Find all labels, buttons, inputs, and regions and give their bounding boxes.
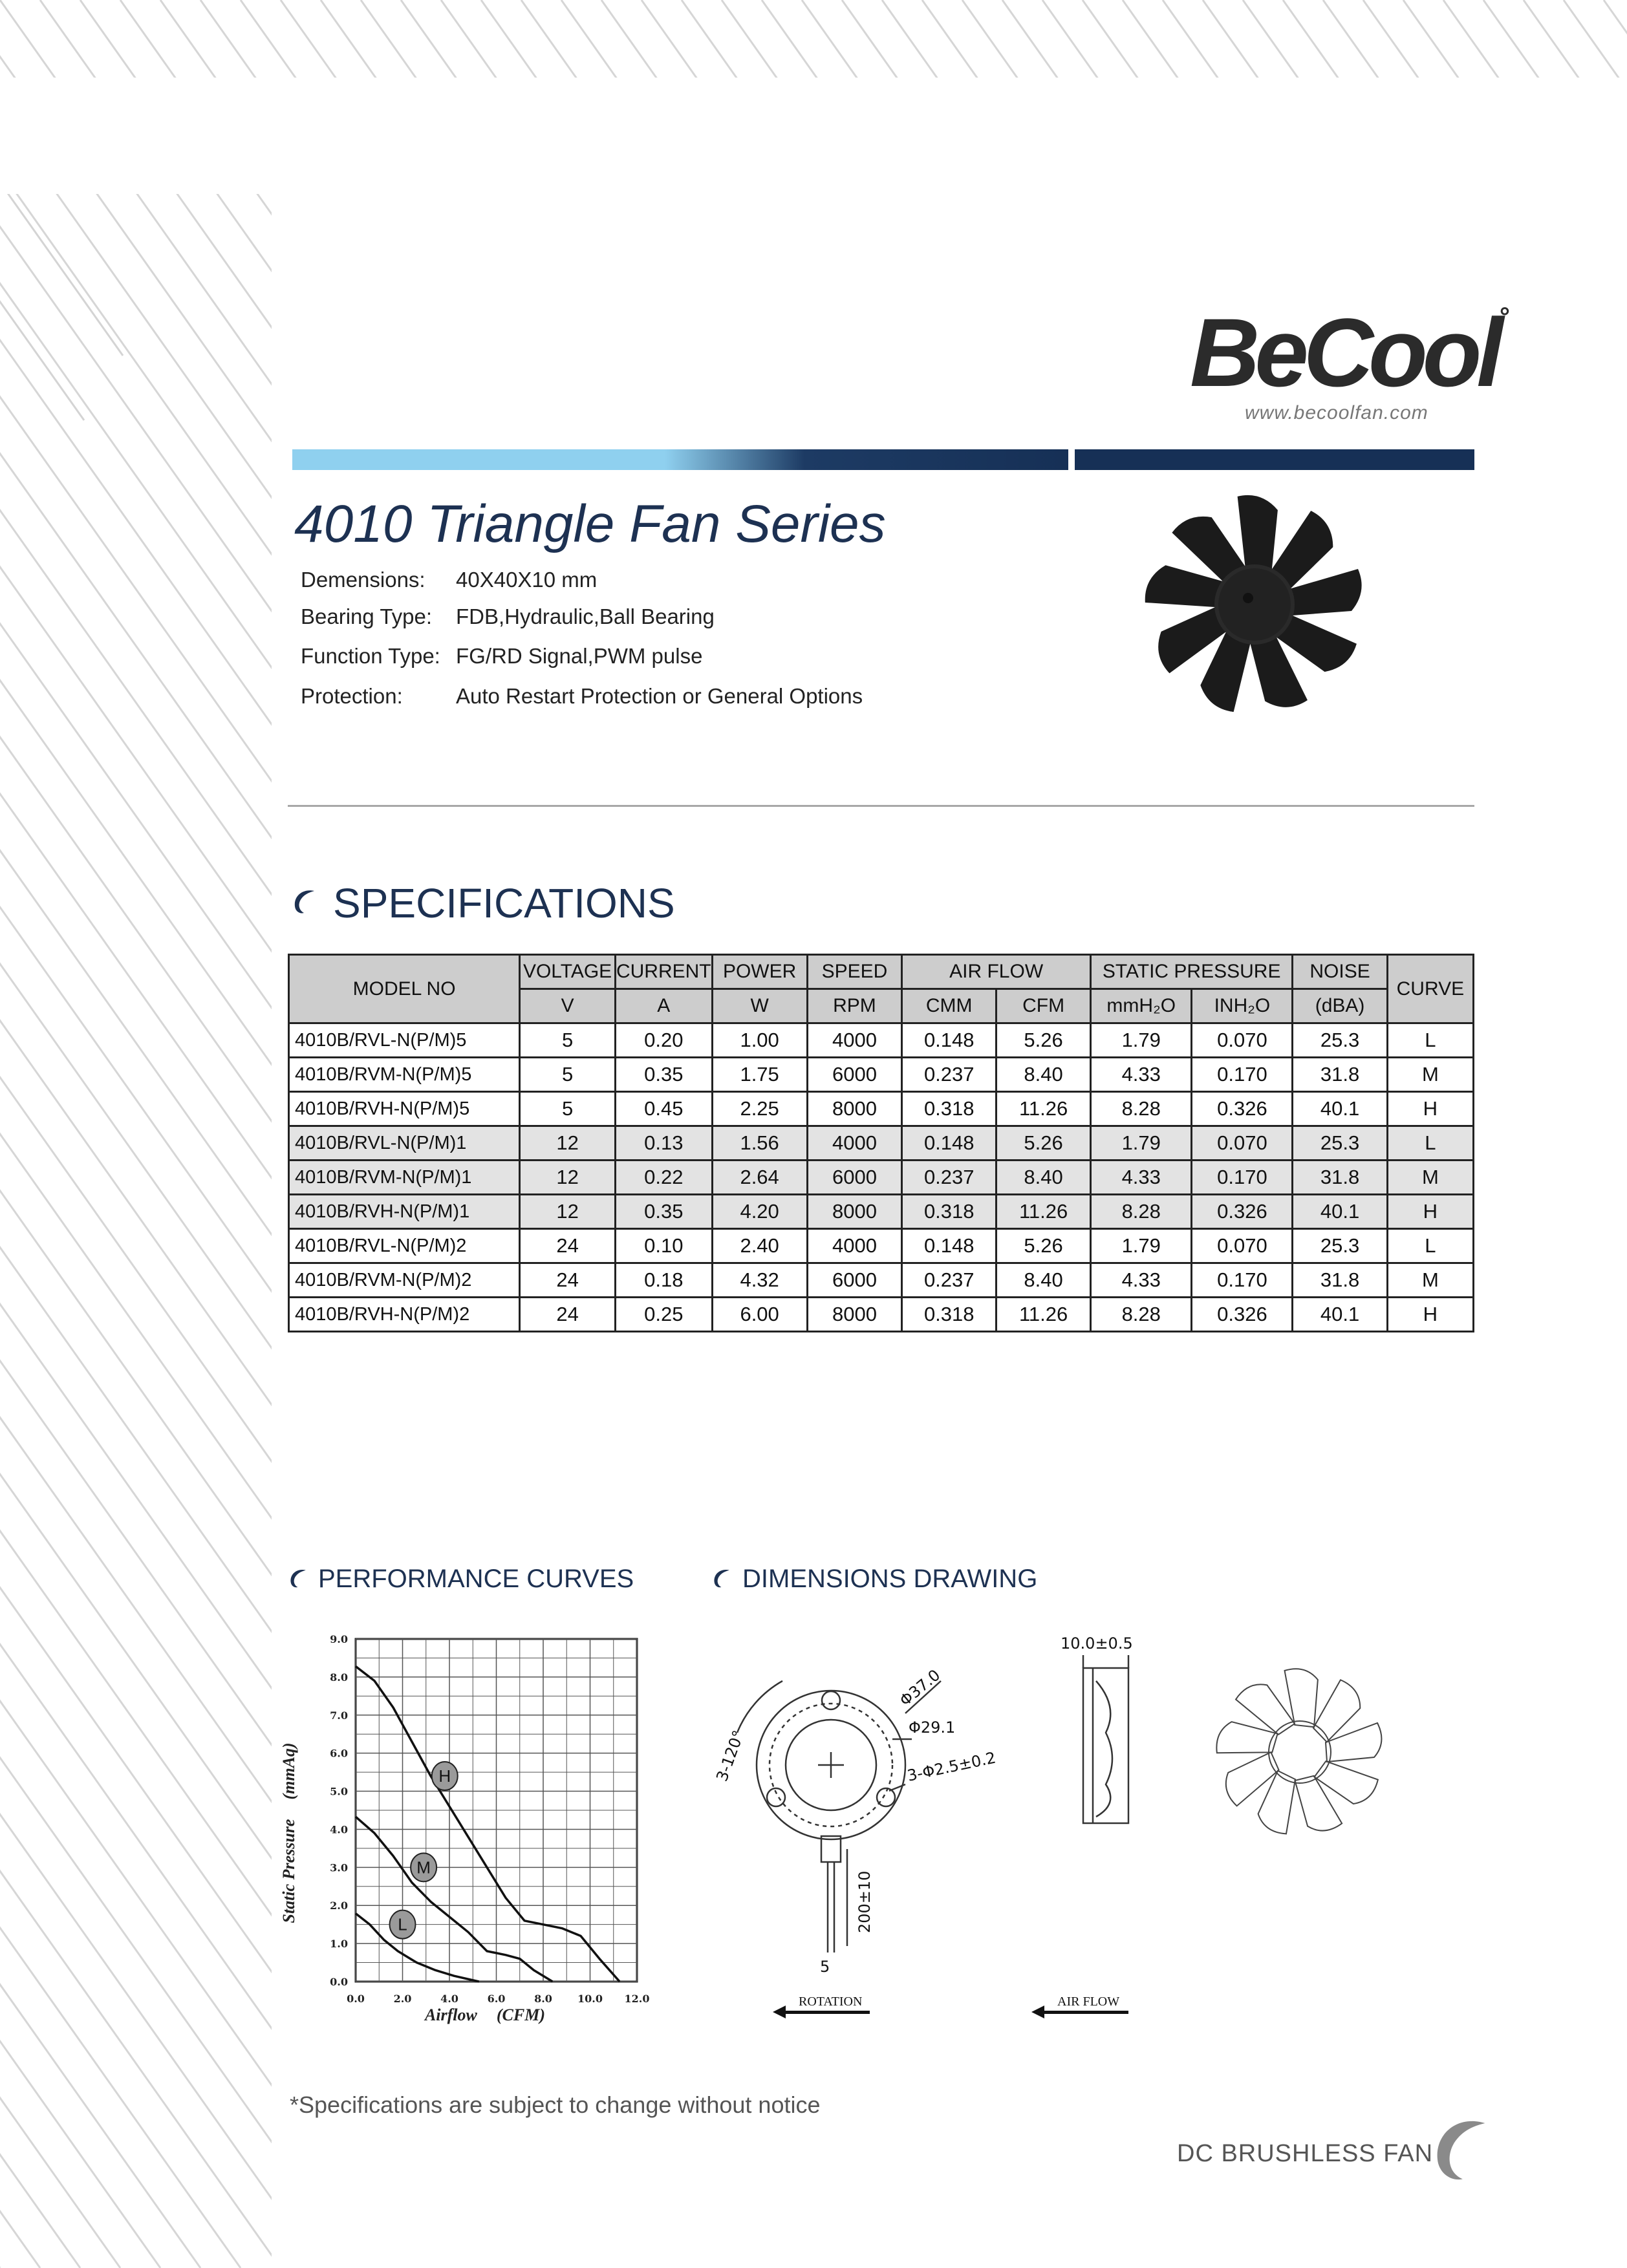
unit-mmh2o: mmH₂O: [1091, 989, 1192, 1023]
x-tick-label: 0.0: [347, 1993, 365, 2005]
table-cell: 4000: [807, 1126, 902, 1161]
x-tick-label: 2.0: [393, 1993, 412, 2005]
performance-chart: [278, 1613, 679, 2033]
x-tick-label: 6.0: [487, 1993, 506, 2005]
table-cell: H: [1387, 1195, 1473, 1229]
table-cell: 4.33: [1091, 1161, 1192, 1195]
dimension-side-view: [1022, 1629, 1190, 2037]
table-cell: 0.148: [902, 1229, 997, 1263]
specifications-notice: *Specifications are subject to change without notice: [290, 2091, 821, 2118]
dimensions-drawing-heading: DIMENSIONS DRAWING: [742, 1565, 1038, 1593]
table-cell: 5: [520, 1058, 616, 1092]
table-cell: 6000: [807, 1161, 902, 1195]
unit-inh2o: INH₂O: [1192, 989, 1293, 1023]
table-cell: 0.326: [1192, 1195, 1293, 1229]
table-cell: 2.40: [712, 1229, 807, 1263]
table-cell: 12: [520, 1161, 616, 1195]
impeller-blade-outline: [1220, 1752, 1286, 1808]
table-row: [289, 1161, 1474, 1195]
x-tick-label: 4.0: [440, 1993, 458, 2005]
brand-swirl-icon: [711, 1567, 733, 1589]
table-cell: 0.35: [615, 1195, 712, 1229]
table-cell: 4.20: [712, 1195, 807, 1229]
impeller-blade-outline: [1213, 1715, 1279, 1771]
table-cell: 24: [520, 1229, 616, 1263]
unit-speed: RPM: [807, 989, 902, 1023]
y-axis-label: [279, 1742, 298, 1923]
y-tick-label: 7.0: [330, 1709, 348, 1722]
x-tick-label: 12.0: [624, 1993, 650, 2005]
x-tick-label: 8.0: [534, 1993, 552, 2005]
table-cell: 8.40: [997, 1161, 1091, 1195]
table-row: [289, 1195, 1474, 1229]
table-cell: 24: [520, 1263, 616, 1298]
brand-logo: BeCool°: [1190, 298, 1503, 407]
table-cell: M: [1387, 1058, 1473, 1092]
table-cell: 0.170: [1192, 1263, 1293, 1298]
model-cell: 4010B/RVM-N(P/M)1: [289, 1161, 520, 1195]
series-label-h: H: [438, 1766, 451, 1786]
table-header-row: [289, 955, 1474, 989]
col-header-current: CURRENT: [615, 955, 712, 989]
table-cell: 0.13: [615, 1126, 712, 1161]
table-row: [289, 1023, 1474, 1058]
y-tick-label: 6.0: [330, 1747, 348, 1760]
performance-curves-heading: PERFORMANCE CURVES: [318, 1565, 634, 1593]
table-cell: 0.35: [615, 1058, 712, 1092]
table-cell: 11.26: [997, 1195, 1091, 1229]
table-row: [289, 1058, 1474, 1092]
table-cell: 25.3: [1293, 1126, 1387, 1161]
spec-label: Function Type:: [301, 644, 440, 668]
col-header-noise: NOISE: [1293, 955, 1387, 989]
table-cell: H: [1387, 1298, 1473, 1332]
table-cell: 1.79: [1091, 1126, 1192, 1161]
table-cell: L: [1387, 1023, 1473, 1058]
table-cell: L: [1387, 1126, 1473, 1161]
background-line: [0, 0, 200, 2268]
table-cell: 0.070: [1192, 1229, 1293, 1263]
table-cell: 0.237: [902, 1161, 997, 1195]
background-line: [0, 0, 120, 2268]
table-cell: 8000: [807, 1298, 902, 1332]
table-cell: 24: [520, 1298, 616, 1332]
dimension-front-view: [711, 1636, 1022, 2037]
spec-value: FDB,Hydraulic,Ball Bearing: [456, 604, 715, 628]
table-cell: 4.32: [712, 1263, 807, 1298]
dim-outer-diameter: Φ37.0: [896, 1665, 944, 1710]
background-line: [0, 0, 40, 2268]
spec-label: Demensions:: [301, 568, 426, 592]
table-row: [289, 1263, 1474, 1298]
table-cell: H: [1387, 1092, 1473, 1126]
table-cell: 0.45: [615, 1092, 712, 1126]
product-title: 4010 Triangle Fan Series: [294, 495, 886, 553]
table-cell: 40.1: [1293, 1298, 1387, 1332]
table-cell: 11.26: [997, 1092, 1091, 1126]
table-cell: 25.3: [1293, 1023, 1387, 1058]
table-cell: 1.79: [1091, 1023, 1192, 1058]
table-cell: 5: [520, 1092, 616, 1126]
specifications-table: [288, 954, 1474, 1332]
table-cell: 0.318: [902, 1298, 997, 1332]
dim-inner-diameter: Φ29.1: [909, 1718, 956, 1737]
table-cell: 0.170: [1192, 1058, 1293, 1092]
y-tick-label: 1.0: [330, 1938, 348, 1951]
model-cell: 4010B/RVH-N(P/M)2: [289, 1298, 520, 1332]
table-cell: 2.64: [712, 1161, 807, 1195]
table-cell: 8.28: [1091, 1195, 1192, 1229]
y-tick-label: 2.0: [330, 1899, 348, 1912]
dim-holes: 3-Φ2.5±0.2: [905, 1748, 998, 1785]
fan-product-image: [1138, 485, 1371, 724]
dim-lead-end: 5: [820, 1958, 830, 1976]
table-cell: M: [1387, 1263, 1473, 1298]
impeller-blade-outline: [1234, 1676, 1295, 1744]
header-bar-dark: [1075, 449, 1474, 470]
table-cell: 5.26: [997, 1229, 1091, 1263]
col-header-speed: SPEED: [807, 955, 902, 989]
unit-cfm: CFM: [997, 989, 1091, 1023]
unit-power: W: [712, 989, 807, 1023]
table-row: [289, 1092, 1474, 1126]
table-cell: 8000: [807, 1195, 902, 1229]
impeller-blade-outline: [1251, 1770, 1312, 1837]
col-header-curve: CURVE: [1387, 955, 1473, 1023]
table-row: [289, 1298, 1474, 1332]
table-cell: 6000: [807, 1263, 902, 1298]
y-tick-label: 9.0: [330, 1633, 348, 1645]
unit-current: A: [615, 989, 712, 1023]
table-cell: 8000: [807, 1092, 902, 1126]
model-cell: 4010B/RVH-N(P/M)5: [289, 1092, 520, 1126]
brand-url: www.becoolfan.com: [1245, 402, 1428, 423]
background-mask-side: [0, 194, 272, 2268]
footer-label: DC BRUSHLESS FAN: [1177, 2140, 1434, 2167]
dim-angle-label: 3-120°: [713, 1728, 748, 1784]
table-cell: 4.33: [1091, 1058, 1192, 1092]
table-cell: 31.8: [1293, 1161, 1387, 1195]
model-cell: 4010B/RVH-N(P/M)1: [289, 1195, 520, 1229]
table-row: [289, 1126, 1474, 1161]
table-cell: 0.25: [615, 1298, 712, 1332]
impeller-blade-outline: [1276, 1667, 1324, 1729]
table-cell: 0.237: [902, 1263, 997, 1298]
brand-swirl-icon: [288, 1567, 310, 1589]
col-header-airflow: AIR FLOW: [902, 955, 1091, 989]
y-tick-label: 0.0: [330, 1976, 348, 1988]
series-line-m: [356, 1817, 553, 1982]
impeller-blade-outline: [1295, 1773, 1342, 1835]
model-cell: 4010B/RVL-N(P/M)1: [289, 1126, 520, 1161]
table-cell: 5: [520, 1023, 616, 1058]
spec-label: Bearing Type:: [301, 604, 433, 628]
table-cell: 31.8: [1293, 1263, 1387, 1298]
impeller-blade-outline: [1326, 1723, 1381, 1762]
x-tick-label: 10.0: [577, 1993, 603, 2005]
y-tick-label: 5.0: [330, 1785, 348, 1798]
table-cell: 0.318: [902, 1092, 997, 1126]
table-cell: 8.28: [1091, 1092, 1192, 1126]
table-cell: 4000: [807, 1023, 902, 1058]
y-axis-label-unit: (mmAq): [279, 1742, 298, 1800]
table-cell: 0.070: [1192, 1126, 1293, 1161]
table-cell: L: [1387, 1229, 1473, 1263]
col-header-voltage: VOLTAGE: [520, 955, 616, 989]
table-row: [289, 1229, 1474, 1263]
series-label-m: M: [416, 1857, 431, 1878]
dim-thickness: 10.0±0.5: [1061, 1634, 1133, 1653]
table-cell: 8.40: [997, 1058, 1091, 1092]
spec-value: Auto Restart Protection or General Options: [456, 684, 863, 708]
table-cell: 0.318: [902, 1195, 997, 1229]
table-cell: 1.00: [712, 1023, 807, 1058]
table-cell: 12: [520, 1195, 616, 1229]
table-cell: 40.1: [1293, 1092, 1387, 1126]
spec-value: 40X40X10 mm: [456, 568, 598, 592]
table-cell: 0.22: [615, 1161, 712, 1195]
col-header-static-pressure: STATIC PRESSURE: [1091, 955, 1293, 989]
table-cell: 0.326: [1192, 1092, 1293, 1126]
brand-swirl-icon: [291, 887, 319, 915]
table-cell: 1.79: [1091, 1229, 1192, 1263]
model-cell: 4010B/RVM-N(P/M)2: [289, 1263, 520, 1298]
table-cell: 0.18: [615, 1263, 712, 1298]
table-cell: 40.1: [1293, 1195, 1387, 1229]
table-cell: 5.26: [997, 1126, 1091, 1161]
specifications-heading: SPECIFICATIONS: [333, 880, 675, 926]
unit-voltage: V: [520, 989, 616, 1023]
unit-cmm: CMM: [902, 989, 997, 1023]
y-axis-label-main: Static Pressure: [279, 1819, 298, 1923]
x-axis-label: [424, 2006, 545, 2024]
model-cell: 4010B/RVL-N(P/M)2: [289, 1229, 520, 1263]
table-cell: 8.40: [997, 1263, 1091, 1298]
y-tick-label: 8.0: [330, 1671, 348, 1684]
table-cell: 0.070: [1192, 1023, 1293, 1058]
table-cell: 0.20: [615, 1023, 712, 1058]
table-cell: 4.33: [1091, 1263, 1192, 1298]
impeller-blade-outline: [1301, 1677, 1369, 1743]
x-axis-label-main: Airflow: [424, 2006, 477, 2024]
y-tick-label: 3.0: [330, 1861, 348, 1874]
x-axis-label-unit: (CFM): [496, 2006, 546, 2024]
impeller-blade-outline: [1313, 1746, 1381, 1812]
table-cell: 0.10: [615, 1229, 712, 1263]
dim-lead-length: 200±10: [856, 1870, 874, 1933]
table-cell: 0.148: [902, 1126, 997, 1161]
section-divider: [288, 805, 1474, 807]
table-cell: 6000: [807, 1058, 902, 1092]
table-cell: 0.148: [902, 1023, 997, 1058]
table-cell: 0.170: [1192, 1161, 1293, 1195]
table-cell: 11.26: [997, 1298, 1091, 1332]
table-cell: 1.56: [712, 1126, 807, 1161]
table-cell: 12: [520, 1126, 616, 1161]
table-cell: 0.326: [1192, 1298, 1293, 1332]
impeller-outline-drawing: [1203, 1655, 1397, 1849]
table-cell: 6.00: [712, 1298, 807, 1332]
table-cell: 5.26: [997, 1023, 1091, 1058]
table-cell: 0.237: [902, 1058, 997, 1092]
brand-swirl-icon: [1429, 2114, 1491, 2185]
rotation-label: ROTATION: [799, 1995, 863, 2009]
unit-noise: (dBA): [1293, 989, 1387, 1023]
col-header-power: POWER: [712, 955, 807, 989]
airflow-label: AIR FLOW: [1057, 1995, 1120, 2009]
spec-value: FG/RD Signal,PWM pulse: [456, 644, 703, 668]
table-cell: 8.28: [1091, 1298, 1192, 1332]
table-cell: 4000: [807, 1229, 902, 1263]
table-cell: 1.75: [712, 1058, 807, 1092]
spec-label: Protection:: [301, 684, 403, 708]
table-cell: 31.8: [1293, 1058, 1387, 1092]
table-cell: 2.25: [712, 1092, 807, 1126]
model-cell: 4010B/RVL-N(P/M)5: [289, 1023, 520, 1058]
col-header-model: MODEL NO: [289, 955, 520, 1023]
series-line-l: [356, 1914, 479, 1982]
series-label-l: L: [398, 1914, 407, 1934]
table-cell: 25.3: [1293, 1229, 1387, 1263]
table-cell: M: [1387, 1161, 1473, 1195]
model-cell: 4010B/RVM-N(P/M)5: [289, 1058, 520, 1092]
background-line: [0, 0, 281, 2268]
y-tick-label: 4.0: [330, 1823, 348, 1836]
header-bar-gradient: [292, 449, 1068, 470]
brand-name: BeCool: [1190, 298, 1498, 407]
